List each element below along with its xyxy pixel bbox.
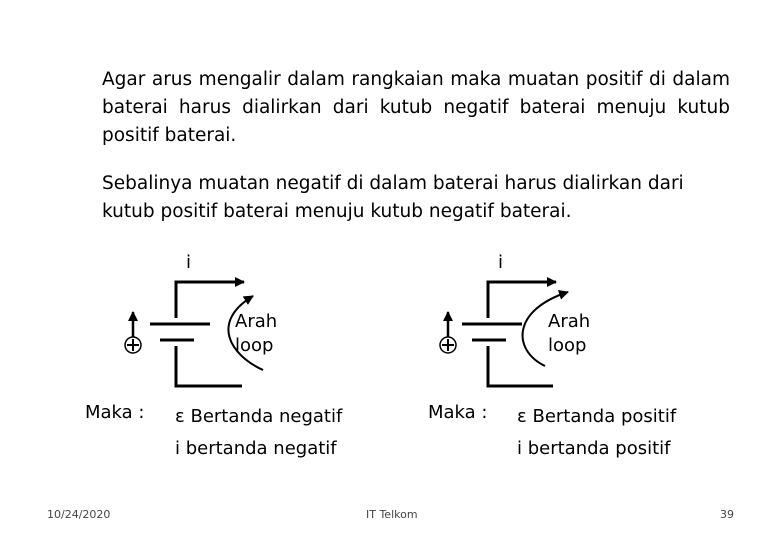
left-result-line2: i bertanda negatif xyxy=(175,438,337,459)
epsilon-symbol: ε xyxy=(517,406,527,427)
left-loop-label-line1: Arah xyxy=(235,311,278,332)
left-circuit xyxy=(125,282,263,386)
right-loop-label-line1: Arah xyxy=(548,311,591,332)
footer-center: IT Telkom xyxy=(366,508,418,521)
left-maka-label: Maka : xyxy=(85,402,145,423)
footer-date: 10/24/2020 xyxy=(47,508,111,521)
left-current-label: i xyxy=(186,252,192,273)
right-result-line2: i bertanda positif xyxy=(517,438,671,459)
right-result-line1 xyxy=(517,406,676,428)
right-loop-label-line2: loop xyxy=(548,335,587,356)
right-circuit xyxy=(440,282,568,386)
left-result-line1 xyxy=(175,406,342,428)
left-result-text: Bertanda negatif xyxy=(190,406,343,427)
paragraph-2: Sebalinya muatan negatif di dalam baterai harus dialirkan dari kutub positif baterai menuju kutub negatif baterai. xyxy=(102,173,684,222)
left-plus-symbol xyxy=(125,337,141,353)
right-plus-symbol xyxy=(440,337,456,353)
right-result-text: Bertanda positif xyxy=(532,406,677,427)
left-loop-label-line2: loop xyxy=(235,335,274,356)
footer-page-number: 39 xyxy=(720,508,734,521)
epsilon-symbol: ε xyxy=(175,406,185,427)
right-current-label: i xyxy=(498,252,504,273)
right-maka-label: Maka : xyxy=(428,402,488,423)
left-loop-arrow xyxy=(228,296,263,370)
paragraph-1: Agar arus mengalir dalam rangkaian maka muatan positif di dalam baterai harus dialirkan dari kutub negatif baterai menuju kutub positif baterai. xyxy=(102,69,730,146)
